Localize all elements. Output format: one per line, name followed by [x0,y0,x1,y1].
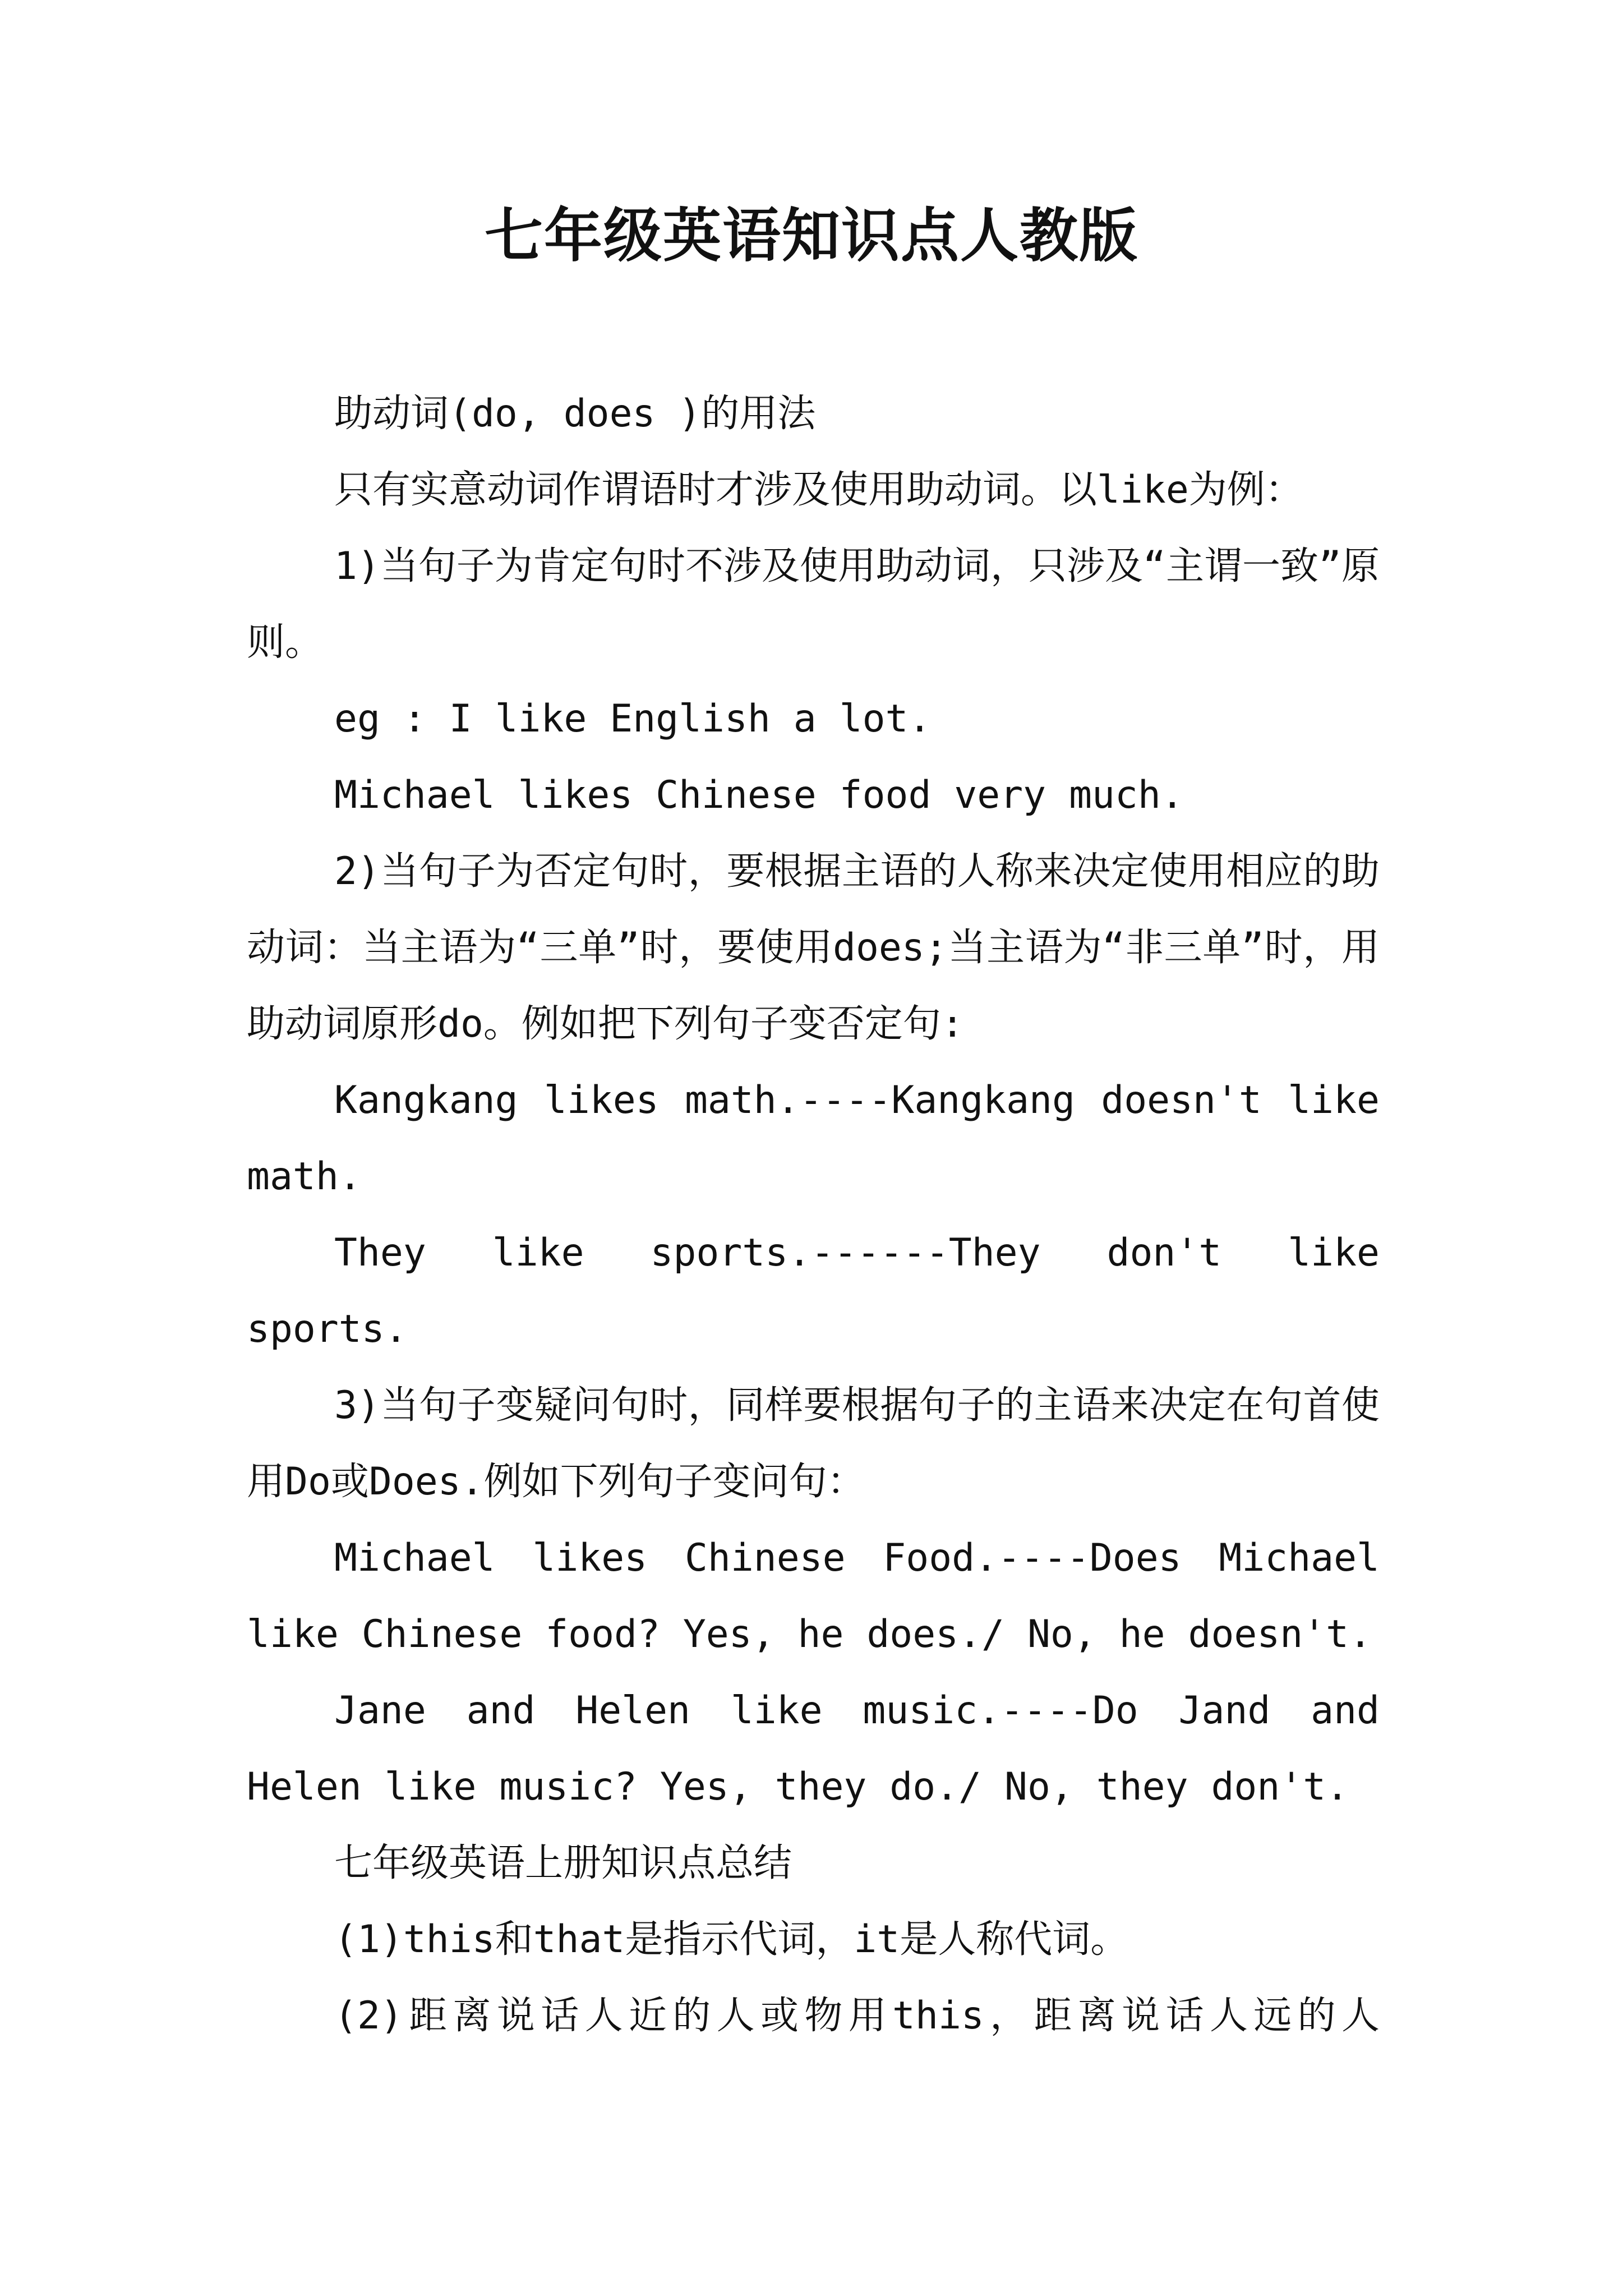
paragraph-rule-3: 3)当句子变疑问句时，同样要根据句子的主语来决定在句首使用Do或Does.例如下列句子变问句： [247,1383,1380,1504]
paragraph-example-5: Michael likes Chinese Food.----Does Michael like Chinese food? Yes, he does./ No, he doesn't. [247,1536,1403,1657]
paragraph-example-6: Jane and Helen like music.----Do Jand and Helen like music? Yes, they do./ No, they don't. [247,1688,1403,1809]
document-title: 七年级英语知识点人教版 [484,201,1138,270]
document-body [247,376,1403,2054]
paragraph-rule-1: 1)当句子为肯定句时不涉及使用助动词，只涉及“主谓一致”原则。 [247,544,1380,665]
paragraph-example-1: eg : I like English a lot. [334,697,932,741]
paragraph-rule-2: 2)当句子为否定句时，要根据主语的人称来决定使用相应的助动词：当主语为“三单”时，要使用does;当主语为“非三单”时，用助动词原形do。例如把下列句子变否定句: [247,849,1380,1046]
paragraph-summary-2: (2)距离说话人近的人或物用this，距离说话人远的人 [334,1994,1380,2038]
paragraph-intro: 只有实意动词作谓语时才涉及使用助动词。以like为例： [334,468,1303,512]
paragraph-example-2: Michael likes Chinese food very much. [334,773,1184,817]
paragraph-summary-heading: 七年级英语上册知识点总结 [334,1841,792,1885]
paragraph-auxiliary-verb-heading: 助动词(do, does )的用法 [334,392,816,436]
paragraph-example-3: Kangkang likes math.----Kangkang doesn't like math. [247,1078,1403,1199]
paragraph-example-4: They like sports.------They don't like sports. [247,1231,1403,1351]
paragraph-summary-1: (1)this和that是指示代词，it是人称代词。 [334,1917,1129,1962]
